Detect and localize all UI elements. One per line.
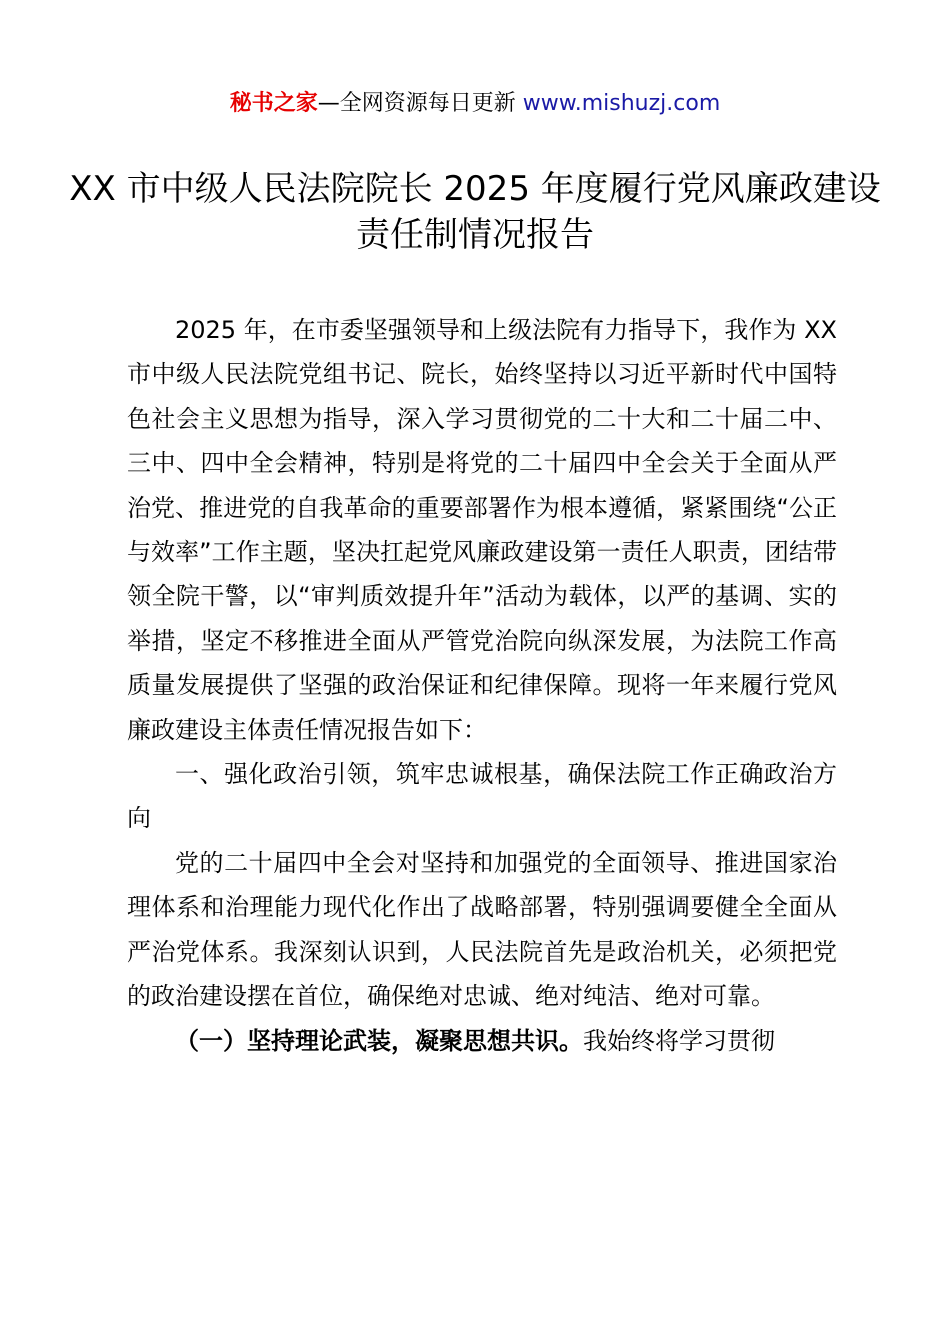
header-website[interactable]: www.mishuzj.com <box>522 91 721 116</box>
paragraph-section-1: 党的二十届四中全会对坚持和加强党的全面领导、推进国家治理体系和治理能力现代化作出了战略部署，特别强调要健全全面从严治党体系。我深刻认识到，人民法院首先是政治机关，必须把党的政治建设摆在首位，确保绝对忠诚、绝对纯洁、绝对可靠。 <box>127 848 837 1011</box>
paragraph-subsection-1 <box>127 1019 837 1063</box>
document-body <box>127 308 837 1063</box>
subsection-text: 我始终将学习贯彻 <box>583 1026 775 1055</box>
paragraph-intro: 2025 年，在市委坚强领导和上级法院有力指导下，我作为 XX 市中级人民法院党组书记、院长，始终坚持以习近平新时代中国特色社会主义思想为指导，深入学习贯彻党的二十大和二十届二中、三中、四中全会精神，特别是将党的二十届四中全会关于全面从严治党、推进党的自我革命的重要部署作为根本遵循，紧紧围绕“公正与效率”工作主题，坚决扛起党风廉政建设第一责任人职责，团结带领全院干警，以“审判质效提升年”活动为载体，以严的基调、实的举措，坚定不移推进全面从严管党治院向纵深发展，为法院工作高质量发展提供了坚强的政治保证和纪律保障。现将一年来履行党风廉政建设主体责任情况报告如下： <box>127 316 837 744</box>
header-slogan: —全网资源每日更新 <box>317 91 516 116</box>
section-heading-1: 一、强化政治引领，筑牢忠诚根基，确保法院工作正确政治方向 <box>127 760 837 833</box>
subsection-heading: （一）坚持理论武装，凝聚思想共识。 <box>175 1026 583 1055</box>
page-header <box>0 86 950 122</box>
document-title: XX 市中级人民法院院长 2025 年度履行党风廉政建设责任制情况报告 <box>69 169 881 255</box>
header-brand: 秘书之家 <box>229 91 318 116</box>
